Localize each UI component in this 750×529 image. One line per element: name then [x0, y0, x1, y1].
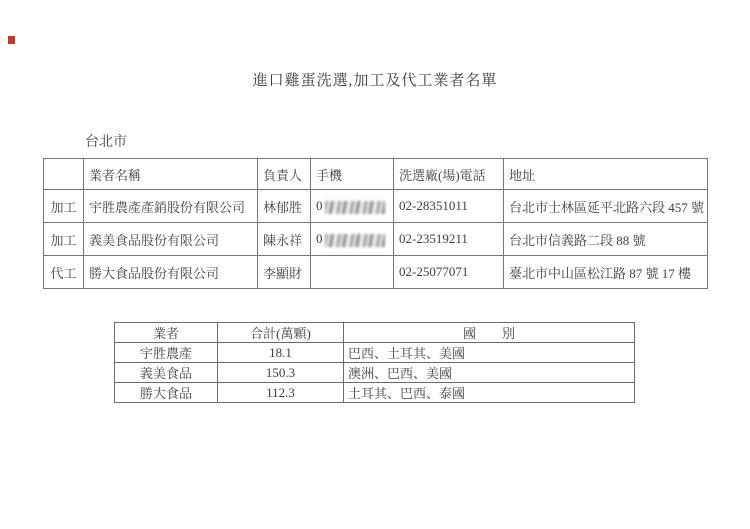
header-type — [44, 159, 84, 190]
cell-contact: 陳永祥 — [258, 223, 311, 256]
cell-type: 加工 — [44, 190, 84, 223]
cell-phone: 02-25077071 — [394, 256, 504, 289]
region-label: 台北市 — [85, 135, 127, 150]
cell-address: 臺北市中山區松江路 87 號 17 樓 — [504, 256, 708, 289]
cell-type: 加工 — [44, 223, 84, 256]
cell-countries: 澳洲、巴西、美國 — [344, 363, 635, 383]
header-company-name: 業者名稱 — [84, 159, 258, 190]
cell-phone: 02-23519211 — [394, 223, 504, 256]
cell-total: 18.1 — [218, 343, 344, 363]
cell-countries: 土耳其、巴西、泰國 — [344, 383, 635, 403]
table-row — [44, 190, 708, 223]
table-row — [115, 383, 635, 403]
cell-address: 台北市士林區延平北路六段 457 號 — [504, 190, 708, 223]
cell-company-name: 義美食品股份有限公司 — [84, 223, 258, 256]
header-contact: 負責人 — [258, 159, 311, 190]
cell-mobile — [311, 223, 394, 256]
header-total: 合計(萬顆) — [218, 323, 344, 343]
table-row — [44, 256, 708, 289]
cell-phone: 02-28351011 — [394, 190, 504, 223]
cell-vendor: 宇胜農產 — [115, 343, 218, 363]
companies-header-row — [44, 159, 708, 190]
cell-address: 台北市信義路二段 88 號 — [504, 223, 708, 256]
header-phone: 洗選廠(場)電話 — [394, 159, 504, 190]
cell-total: 150.3 — [218, 363, 344, 383]
summary-header-row — [115, 323, 635, 343]
redacted-mobile-number — [325, 234, 385, 247]
companies-table — [43, 158, 708, 289]
table-row — [44, 223, 708, 256]
red-mark — [8, 36, 15, 44]
cell-total: 112.3 — [218, 383, 344, 403]
cell-vendor: 義美食品 — [115, 363, 218, 383]
mobile-prefix: 0 — [316, 231, 323, 246]
header-mobile: 手機 — [311, 159, 394, 190]
header-address: 地址 — [504, 159, 708, 190]
cell-contact: 林郁胜 — [258, 190, 311, 223]
cell-vendor: 勝大食品 — [115, 383, 218, 403]
cell-company-name: 勝大食品股份有限公司 — [84, 256, 258, 289]
cell-mobile — [311, 190, 394, 223]
cell-company-name: 宇胜農產產銷股份有限公司 — [84, 190, 258, 223]
cell-countries: 巴西、土耳其、美國 — [344, 343, 635, 363]
cell-contact: 李顯財 — [258, 256, 311, 289]
table-row — [115, 343, 635, 363]
cell-mobile — [311, 256, 394, 289]
cell-type: 代工 — [44, 256, 84, 289]
header-countries: 國 別 — [344, 323, 635, 343]
page-title: 進口雞蛋洗選,加工及代工業者名單 — [252, 73, 498, 89]
redacted-mobile-number — [325, 201, 385, 214]
table-row — [115, 363, 635, 383]
summary-table — [114, 322, 635, 403]
mobile-prefix: 0 — [316, 198, 323, 213]
header-vendor: 業者 — [115, 323, 218, 343]
